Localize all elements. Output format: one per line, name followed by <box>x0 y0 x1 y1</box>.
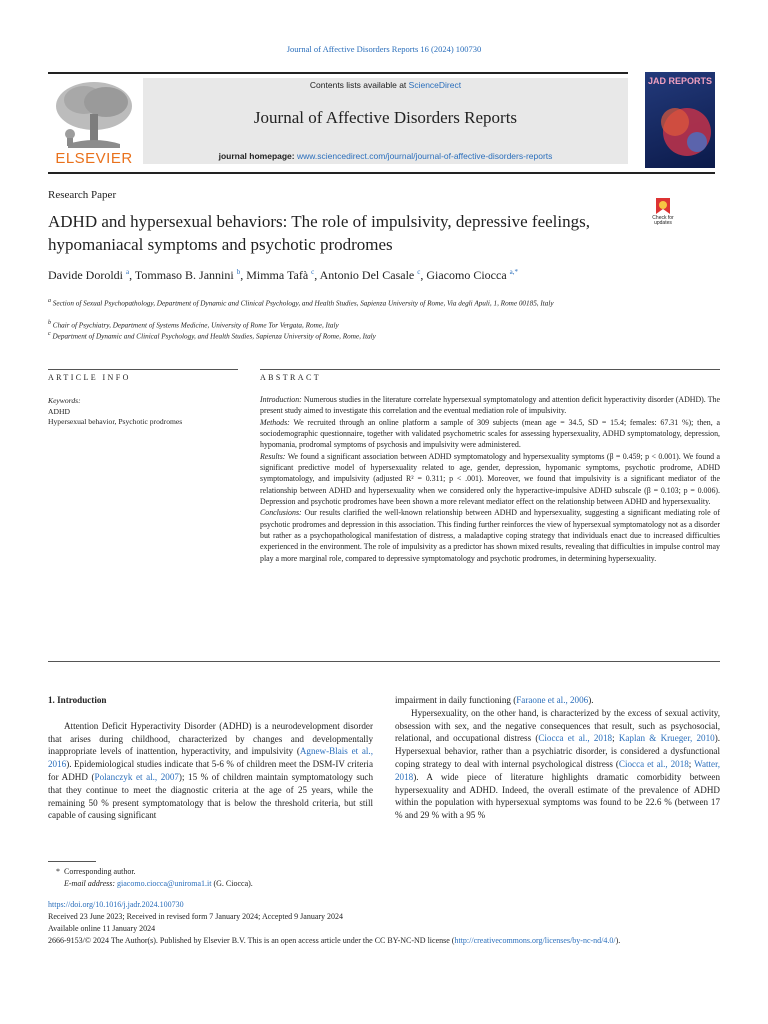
article-type: Research Paper <box>48 189 117 201</box>
author[interactable]: Antonio Del Casale $^c$ <box>319 268 421 282</box>
keyword: ADHD <box>48 406 70 416</box>
citation-link[interactable]: Faraone et al., 2006 <box>516 695 589 705</box>
corresponding-author-note: * Corresponding author. <box>56 867 136 876</box>
citation-link[interactable]: Ciocca et al., 2018 <box>538 733 613 744</box>
body-column-right <box>395 694 720 822</box>
spacer <box>48 707 373 720</box>
abstract-bottom-rule <box>48 661 720 662</box>
affiliation: $^b$ Chair of Psychiatry, Department of Systems Medicine, University of Rome Tor Vergata, Rome, Italy <box>48 320 339 330</box>
abstract-conclusions: Conclusions: Our results clarified the well-known relationship between ADHD and hypersexuality, suggesting a significant mediating role of psychotic prodromes and depression in this association. This finding further reinforces the view of hypersexual symptomatology not as a disorder but rather as a psychopathological manifestation of distress, a maladaptive coping strategy that individuals enact due to increased difficulties experienced in the environment. The role of impulsivity as a predictor has shown mixed results, revealing that difficulties in impulse control may play a more marginal role, compared to depressive symptomatology and psychotic prodromes, in determining hypersexuality. <box>260 508 720 563</box>
intro-paragraph-1: Attention Deficit Hyperactivity Disorder (ADHD) is a neurodevelopment disorder that arises during childhood, characterized by changes and developmentally inappropriate levels of inattention, hyperactivity, and impulsivity (Agnew-Blais et al., 2016). Epidemiological studies indicate that 5-6 % of children meet the DSM-IV criteria for ADHD (Polanczyk et al., 2007); 15 % of children maintain symptomatology such that they continue to meet the diagnostic criteria at the age of 25 years, while the remaining 50 % present symptomatology that is below the threshold criteria, but still capable of causing significant <box>48 720 373 821</box>
keywords-label: Keywords: <box>48 396 81 405</box>
affiliation: $^c$ Department of Dynamic and Clinical Psychology, and Health Studies, Sapienza University of Rome, Rome, Italy <box>48 331 376 341</box>
cover-title: JAD REPORTS <box>648 76 713 86</box>
intro-paragraph-continued: impairment in daily functioning (Faraone et al., 2006). <box>395 695 594 705</box>
homepage-link[interactable]: www.sciencedirect.com/journal/journal-of-affective-disorders-reports <box>296 151 553 161</box>
license-link[interactable]: http://creativecommons.org/licenses/by-nc-nd/4.0/ <box>454 936 616 945</box>
keywords-block <box>48 396 238 428</box>
abstract-rule <box>260 369 720 370</box>
citation-link[interactable]: Kaplan & Krueger, 2010 <box>618 733 715 744</box>
author[interactable]: Giacomo Ciocca $^{a,*}$ <box>426 268 519 282</box>
abstract-body <box>260 394 720 564</box>
article-title: ADHD and hypersexual behaviors: The role of impulsivity, depressive feelings, hypomaniacal symptoms and psychotic prodromes <box>48 212 590 254</box>
abstract-heading: ABSTRACT <box>260 373 321 382</box>
author[interactable]: Tommaso B. Jannini $^b$ <box>134 268 241 282</box>
abstract-methods: Methods: We recruited through an online platform a sample of 309 subjects (mean age = 34.5, SD = 15.4; females: 67.31 %); then, a sociodemographic questionnaire, together with validated psychometric scales for assessing hypersexuality, ADHD symptomatology, depression, hypomania, prodromal symptoms of psychosis and impulsivity were administered. <box>260 417 720 450</box>
sciencedirect-link[interactable]: ScienceDirect <box>408 80 462 90</box>
check-for-updates-badge[interactable] <box>646 194 680 228</box>
license-note: 2666-9153/© 2024 The Author(s). Published by Elsevier B.V. This is an open access article under the CC BY-NC-ND license (http://creativecommons.org/licenses/by-nc-nd/4.0/). <box>48 936 621 945</box>
journal-cover-image <box>645 72 715 168</box>
doi-link[interactable]: https://doi.org/10.1016/j.jadr.2024.100730 <box>48 900 184 909</box>
author[interactable]: Davide Doroldi $^a$ <box>48 268 130 282</box>
check-updates-label: Check for updates <box>652 215 674 226</box>
intro-paragraph-2: Hypersexuality, on the other hand, is characterized by the excess of sexual activity, obsession with sex, and the negative consequences that result, such as psychosocial, relational, and occupational distress (Ciocca et al., 2018; Kaplan & Krueger, 2010). Hypersexual behavior, rather than a psychiatric disorder, is considered a dysfunctional coping strategy to deal with internal psychological distress (Ciocca et al., 2018; Watter, 2018). A wide piece of literature highlights dramatic comorbidity between hypersexuality and ADHD. Indeed, the overall estimate of the prevalence of ADHD within the population with hypersexual symptoms was found to be 22.6 % (between 17 % and 29 % with a 95 % <box>395 707 721 821</box>
contents-line: Contents lists available at ScienceDirect <box>309 80 462 90</box>
header-rule <box>48 72 628 74</box>
citation-link[interactable]: Polanczyk et al., 2007 <box>94 771 179 782</box>
publisher-name: ELSEVIER <box>55 150 133 167</box>
cover-art <box>645 72 715 168</box>
author[interactable]: Mimma Tafà $^c$ <box>246 268 315 282</box>
citation-link[interactable]: Ciocca et al., 2018 <box>618 758 689 769</box>
email-link[interactable]: giacomo.ciocca@uniroma1.it <box>117 879 212 888</box>
section-heading-introduction: 1. Introduction <box>48 695 107 705</box>
author-list: Davide Doroldi $^a$, Tommaso B. Jannini $^b$, Mimma Tafà $^c$, Antonio Del Casale $^c$, Giacomo Ciocca $^{a,*}$ <box>48 268 519 282</box>
received-dates: Received 23 June 2023; Received in revised form 7 January 2024; Accepted 9 January 2024 <box>48 912 344 921</box>
journal-homepage: journal homepage: www.sciencedirect.com/journal/journal-of-affective-disorders-reports <box>218 151 553 161</box>
article-info-heading: ARTICLE INFO <box>48 373 131 382</box>
citation-link[interactable]: Agnew-Blais et al., 2016 <box>48 746 373 770</box>
journal-title: Journal of Affective Disorders Reports <box>253 108 518 127</box>
article-info-rule <box>48 369 238 370</box>
keyword: Hypersexual behavior, Psychotic prodromes <box>48 417 183 426</box>
body-column-left <box>48 694 373 822</box>
abstract-results: Results: We found a significant association between ADHD symptomatology and hypersexuality symptoms (β = 0.459; p < 0.001). We found a significant predictive model of hypersexuality related to age, gender, depression, hypomanic symptoms, psychotic prodrome, ADHD symptomatology, and impulsivity (adjusted R² = 0.311; p < .001). Moreover, we found that impulsivity is a significant mediator of the relationship between ADHD and hypersexuality when we considered only the hyperactive-impulsive ADHD subscale (β = 0.103; p = 0.006). Depression and psychotic prodromes have been shown a more relevant mediator effect on the relationship between ADHD and hypersexuality. <box>260 451 720 507</box>
journal-citation[interactable]: Journal of Affective Disorders Reports 16 (2024) 100730 <box>286 44 482 54</box>
abstract-introduction: Introduction: Numerous studies in the literature correlate hypersexual symptomatology and attention deficit hyperactivity disorder (ADHD). The present study aimed to investigate this correlation and the eventual mediation role of impulsivity. <box>260 395 720 416</box>
email-note: E-mail address: giacomo.ciocca@uniroma1.it (G. Ciocca). <box>64 879 253 888</box>
affiliation: $^a$ Section of Sexual Psychopathology, Department of Dynamic and Clinical Psychology, and Health Studies, Sapienza University of Rome, Via degli Apuli, 1, Rome 00185, Italy <box>48 298 554 308</box>
citation-link[interactable]: Watter, 2018 <box>395 758 721 782</box>
available-online: Available online 11 January 2024 <box>48 924 156 933</box>
footnote-rule <box>48 861 96 862</box>
header-bottom-rule <box>48 172 715 174</box>
